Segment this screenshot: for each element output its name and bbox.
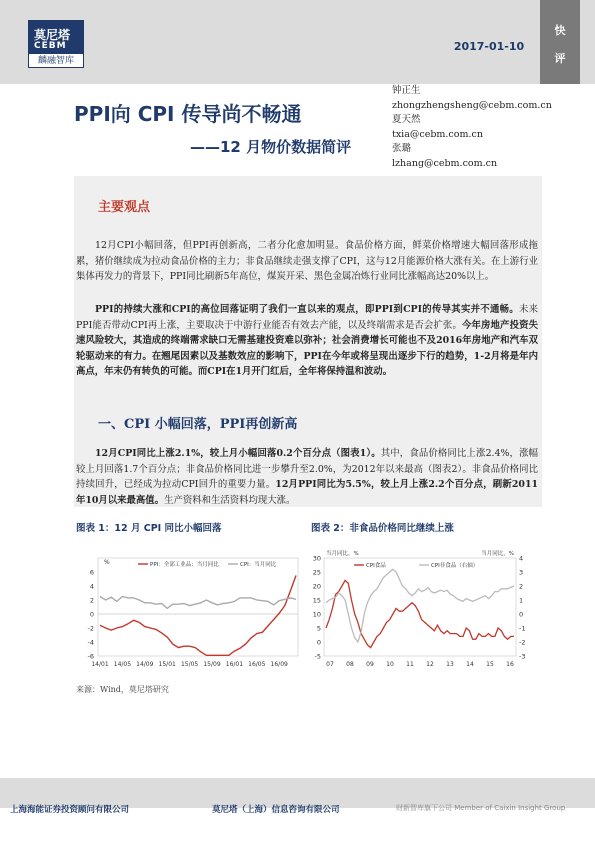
x-tick-label: 14/05 <box>113 661 132 668</box>
section-p-bold2: 12月PPI同比为5.5%，较上月上涨2.2个百分点，刷新2011年10月以来最高值。 <box>76 479 539 506</box>
author-email[interactable]: lzhang@cebm.com.cn <box>392 157 498 169</box>
y-left-tick-label: 0 <box>316 638 321 647</box>
tag-char-2: 评 <box>554 52 566 65</box>
section-p-normal1: 其中，食品价格同比上涨2.4%，涨幅较上月回落1.7个百分点；非食品价格同比进一步攀升至2.0%，为2012年以来最高（图表2）。非食品价格同比持续回升，已经成为拉动CPI回升的重要力量。 <box>76 448 538 490</box>
figure-2-chart <box>306 544 536 674</box>
summary-paragraph-2 <box>76 302 538 380</box>
series-line <box>100 576 296 656</box>
y-left-tick-label: 20 <box>312 582 321 591</box>
y-left-tick-label: 15 <box>312 596 321 605</box>
y-tick-label: -6 <box>87 652 94 661</box>
x-tick-label: 16/05 <box>248 661 266 668</box>
company-logo <box>28 20 84 68</box>
y-left-tick-label: 10 <box>312 610 321 619</box>
y-left-tick-label: 25 <box>312 568 321 577</box>
figure-1-chart <box>76 544 306 674</box>
y-right-tick-label: 3 <box>519 568 524 577</box>
series-line <box>100 597 296 609</box>
legend-label: CPI食品 <box>366 563 386 569</box>
y-left-tick-label: -5 <box>314 652 321 661</box>
y-right-tick-label: 4 <box>519 554 524 563</box>
y-right-tick-label: -1 <box>519 624 526 633</box>
series-line <box>326 569 514 642</box>
logo-text-en: CEBM <box>34 41 67 51</box>
author-name: 钟正生 <box>392 85 421 96</box>
legend-label: CPI：当月同比 <box>240 562 277 568</box>
y-tick-label: 4 <box>89 582 94 591</box>
legend-label: PPI：全部工业品：当月同比 <box>150 562 219 568</box>
section-paragraph <box>76 446 538 508</box>
y-tick-label: -4 <box>87 638 94 647</box>
x-tick-label: 07 <box>326 661 334 668</box>
tag-char-1: 快 <box>554 24 566 37</box>
report-subtitle: ——12 月物价数据简评 <box>190 138 352 156</box>
summary-p1-text: 12月CPI小幅回落，但PPI再创新高，二者分化愈加明显。食品价格方面，鲜菜价格增速大幅回落形成拖累，猪价继续成为拉动食品价格的主力；非食品继续走强支撑了CPI，这与12月能源价格大涨有关。在上游行业集体再发力的背景下，PPI同比刷新5年高位，煤炭开采、黑色金属冶炼行业同比涨幅高达20%以上。 <box>76 240 538 282</box>
summary-p2-normal: 未来PPI能否带动CPI再上涨，主要取决于中游行业能否有效去产能，以及终端需求是否会扩张。 <box>76 304 538 331</box>
x-tick-label: 15/01 <box>158 661 176 668</box>
y-right-tick-label: -3 <box>519 652 526 661</box>
x-tick-label: 12 <box>426 661 434 668</box>
x-tick-label: 10 <box>386 661 394 668</box>
y-left-tick-label: 30 <box>312 554 321 563</box>
x-tick-label: 14 <box>466 661 474 668</box>
y-tick-label: 0 <box>89 610 94 619</box>
figure-1-caption: 图表 1：12 月 CPI 同比小幅回落 <box>76 523 222 534</box>
unit-label: % <box>104 559 110 566</box>
x-tick-label: 16/01 <box>225 661 244 668</box>
figure-source: 来源：Wind，莫尼塔研究 <box>76 685 169 694</box>
x-tick-label: 08 <box>346 661 354 668</box>
author-name: 张璐 <box>392 143 412 154</box>
y-right-tick-label: 2 <box>519 582 524 591</box>
y-right-tick-label: 1 <box>519 596 524 605</box>
author-list <box>392 84 552 171</box>
footer-company-left: 上海海能证券投资顾问有限公司 <box>10 805 130 815</box>
x-tick-label: 11 <box>406 661 414 668</box>
x-tick-label: 16/09 <box>270 661 288 668</box>
x-tick-label: 09 <box>366 661 374 668</box>
summary-paragraph-1 <box>76 238 538 285</box>
summary-p2-bold: PPI的持续大涨和CPI的高位回落证明了我们一直以来的观点，即PPI到CPI的传导其实并不通畅。 <box>95 304 519 315</box>
y-right-tick-label: -2 <box>519 638 526 647</box>
footer-company-mid: 莫尼塔（上海）信息咨询有限公司 <box>212 805 340 815</box>
logo-text-cn: 莫尼塔 <box>34 28 71 42</box>
x-tick-label: 16 <box>506 661 514 668</box>
y-tick-label: 2 <box>89 596 94 605</box>
y-left-tick-label: 5 <box>316 624 321 633</box>
figure-2-caption: 图表 2：非食品价格同比继续上涨 <box>311 523 454 534</box>
y-tick-label: -2 <box>87 624 94 633</box>
section-p-bold1: 12月CPI同比上涨2.1%，较上月小幅回落0.2个百分点（图表1）。 <box>95 448 381 459</box>
legend-label: CPI非食品（右轴） <box>431 563 479 569</box>
author-email[interactable]: zhongzhengsheng@cebm.com.cn <box>392 99 552 111</box>
x-tick-label: 15/09 <box>203 661 221 668</box>
x-tick-label: 14/01 <box>91 661 109 668</box>
report-title: PPI向 CPI 传导尚不畅通 <box>74 102 302 126</box>
summary-p2-bold2: 今年房地产投资失速风险较大，其造成的终端需求缺口无需基建投资难以弥补；社会消费增长可能也不及2016年房地产和汽车双轮驱动来的有力。在翘尾因素以及基数效应的影响下，PPI在今年或将呈现出逐步下行的趋势，1-2月将是年内高点，年末仍有转负的可能。而CPI在1月开门红后，全年将保持温和波动。 <box>76 319 538 377</box>
author-email[interactable]: txia@cebm.com.cn <box>392 128 483 140</box>
section-p-normal2: 生产资料和生活资料均现大涨。 <box>164 494 296 506</box>
summary-heading: 主要观点 <box>98 200 151 215</box>
x-tick-label: 15/05 <box>180 661 199 668</box>
x-tick-label: 13 <box>446 661 454 668</box>
x-tick-label: 14/09 <box>136 661 154 668</box>
plot-frame <box>98 558 298 656</box>
y-right-axis-label: 当月同比，% <box>481 551 514 557</box>
report-type-tag <box>540 0 580 84</box>
logo-text-sub: 麟融智库 <box>28 53 84 68</box>
section-heading: 一、CPI 小幅回落，PPI再创新高 <box>98 417 298 432</box>
report-date: 2017-01-10 <box>453 40 525 53</box>
author-name: 夏天然 <box>392 114 421 125</box>
y-left-axis-label: 当月同比，% <box>326 551 359 557</box>
footer-group-note: 财新智库旗下公司 Member of Caixin Insight Group <box>396 804 566 812</box>
x-tick-label: 15 <box>486 661 494 668</box>
y-right-tick-label: 0 <box>519 610 524 619</box>
y-tick-label: 6 <box>89 568 94 577</box>
